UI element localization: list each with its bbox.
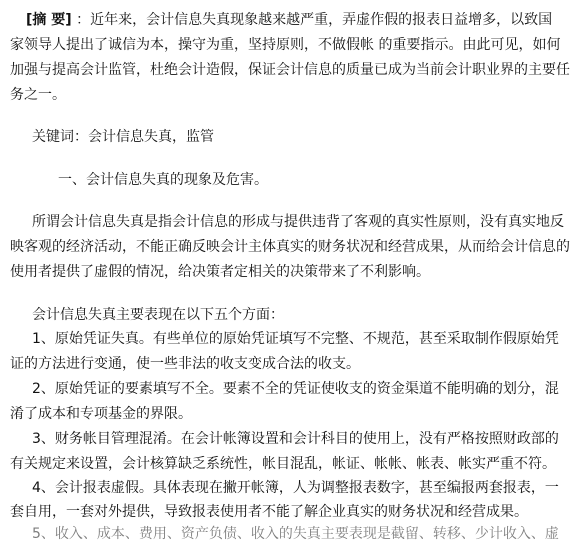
item-line-8: 套自用，一套对外提供，导致报表使用者不能了解企业真实的财务状况和经营成果。 (10, 504, 528, 520)
definition-line-2: 映客观的经济活动，不能正确反映会计主体真实的财务状况和经营成果，从而给会计信息的 (10, 239, 570, 255)
abstract-line-2: 家领导人提出了诚信为本，操守为重，坚持原则，不做假帐 的重要指示。由此可见，如何 (10, 37, 561, 53)
abstract-text-1: ：近年来，会计信息失真现象越来越严重，弄虚作假的报表日益增多，以致国 (76, 12, 553, 28)
item-line-3: 2、原始凭证的要素填写不全。要素不全的凭证使收支的资金渠道不能明确的划分，混 (32, 381, 559, 397)
definition-line-1: 所谓会计信息失真是指会计信息的形成与提供违背了客观的真实性原则，没有真实地反 (32, 214, 564, 230)
cutoff-line: 5、收入、成本、费用、资产负债、收入的失真主要表现是截留、转移、少计收入、虚 (32, 526, 559, 542)
abstract-line-1 (26, 8, 559, 32)
item-line-6: 有关规定来设置，会计核算缺乏系统性，帐目混乱，帐证、帐帐、帐表、帐实严重不符。 (10, 456, 556, 472)
definition-line-3: 使用者提供了虚假的情况，给决策者定相关的决策带来了不利影响。 (10, 264, 430, 280)
manifest-intro: 会计信息失真主要表现在以下五个方面： (32, 307, 284, 323)
item-line-7: 4、会计报表虚假。具体表现在撇开帐簿，人为调整报表数字，甚至编报两套报表，一 (32, 480, 559, 496)
keywords-line: 关键词：会计信息失真，监管 (32, 129, 214, 145)
item-line-4: 淆了成本和专项基金的界限。 (10, 406, 192, 422)
section-heading: 一、会计信息失真的现象及危害。 (58, 172, 268, 188)
abstract-label: [摘 要] (26, 12, 72, 28)
item-line-1: 1、原始凭证失真。有些单位的原始凭证填写不完整、不规范，甚至采取制作假原始凭 (32, 331, 559, 347)
item-line-2: 证的方法进行变通，使一些非法的收支变成合法的收支。 (10, 356, 360, 372)
abstract-line-4: 务之一。 (10, 87, 66, 103)
item-line-5: 3、财务帐目管理混淆。在会计帐簿设置和会计科目的使用上，没有严格按照财政部的 (32, 431, 559, 447)
abstract-line-3: 加强与提高会计监管，杜绝会计造假，保证会计信息的质量已成为当前会计职业界的主要任 (10, 62, 570, 78)
